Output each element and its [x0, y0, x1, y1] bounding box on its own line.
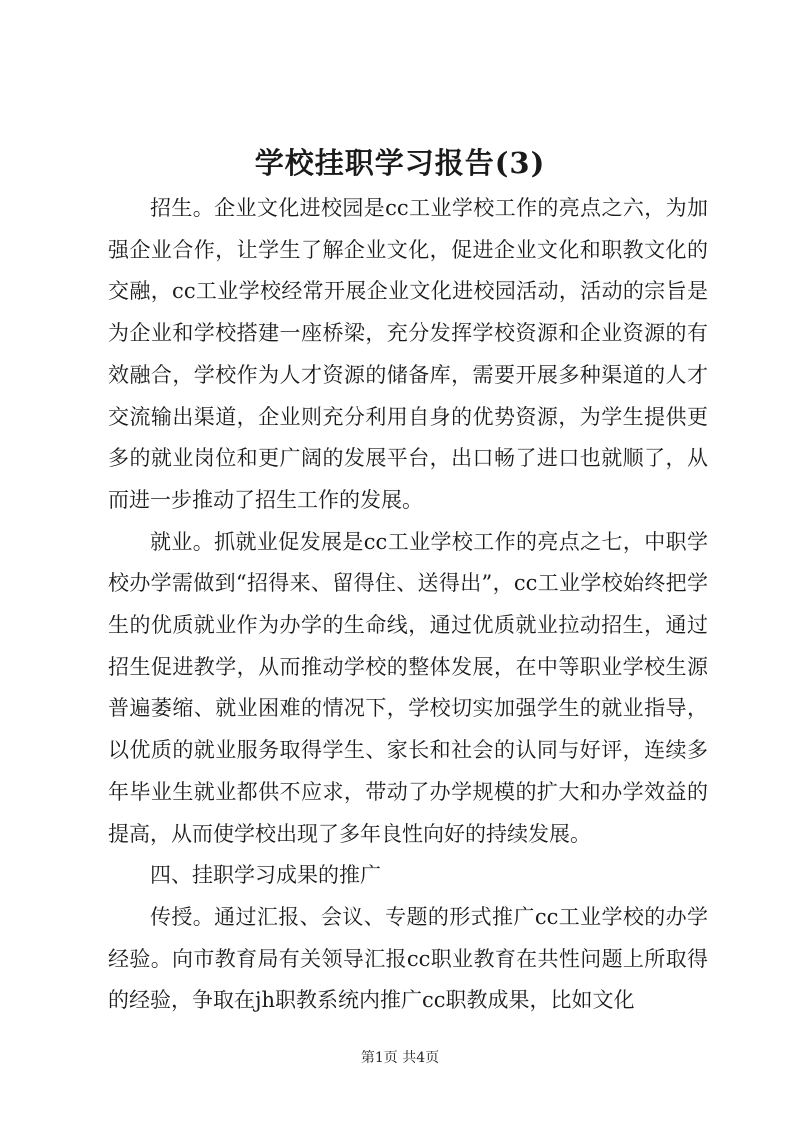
paragraph-employment: 就业。抓就业促发展是cc工业学校工作的亮点之七，中职学校办学需做到“招得来、留得住、送得出”，cc工业学校始终把学生的优质就业作为办学的生命线，通过优质就业拉动招生，通过招生促进教学，从而推动学校的整体发展，在中等职业学校生源普遍萎缩、就业困难的情况下，学校切实加强学生的就业指导，以优质的就业服务取得学生、家长和社会的认同与好评，连续多年毕业生就业都供不应求，带动了办学规模的扩大和办学效益的提高，从而使学校出现了多年良性向好的持续发展。 [108, 529, 708, 846]
document-title: 学校挂职学习报告(3) [254, 146, 546, 180]
section-heading-promotion: 四、挂职学习成果的推广 [150, 863, 381, 888]
paragraph-enrollment: 招生。企业文化进校园是cc工业学校工作的亮点之六，为加强企业合作，让学生了解企业文化，促进企业文化和职教文化的交融，cc工业学校经常开展企业文化进校园活动，活动的宗旨是为企业和学校搭建一座桥梁，充分发挥学校资源和企业资源的有效融合，学校作为人才资源的储备库，需要开展多种渠道的人才交流输出渠道，企业则充分利用自身的优势资源，为学生提供更多的就业岗位和更广阔的发展平台，出口畅了进口也就顺了，从而进一步推动了招生工作的发展。 [108, 196, 708, 512]
paragraph-teaching: 传授。通过汇报、会议、专题的形式推广cc工业学校的办学经验。向市教育局有关领导汇报cc职业教育在共性问题上所取得的经验，争取在jh职教系统内推广cc职教成果，比如文化 [108, 904, 708, 1013]
page-number-footer: 第1页 共4页 [360, 1050, 440, 1066]
document-body [108, 188, 708, 1022]
